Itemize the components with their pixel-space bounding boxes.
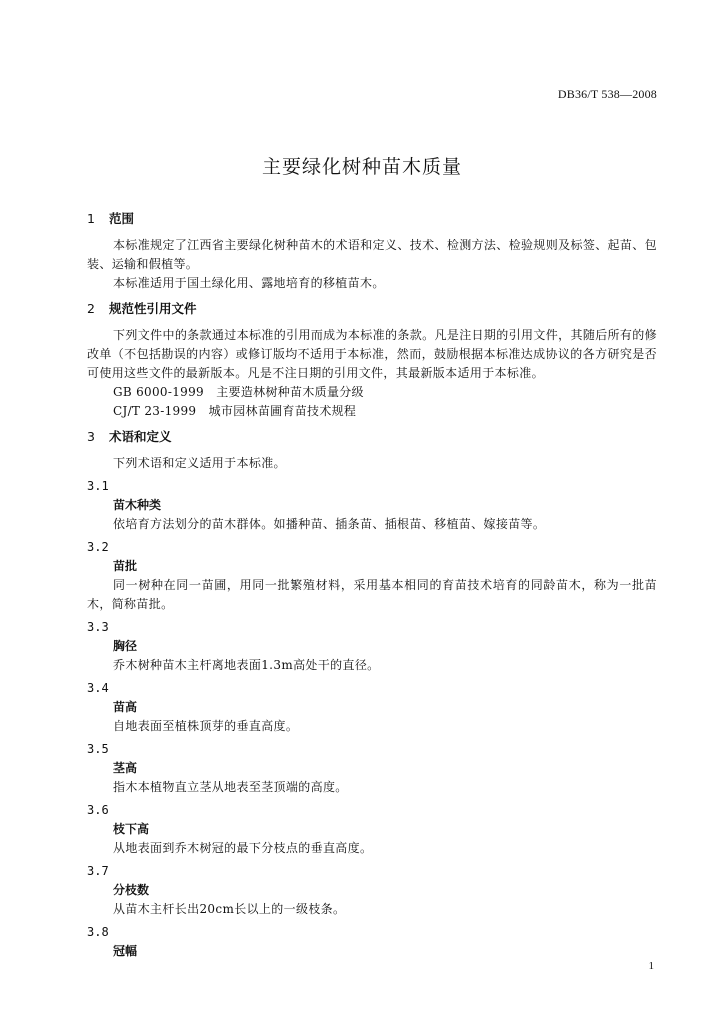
section-title: 规范性引用文件	[109, 301, 197, 316]
term-name: 苗批	[113, 559, 138, 573]
term-name: 冠幅	[113, 944, 138, 958]
term-number: 3.4	[87, 681, 109, 695]
term-entry	[87, 537, 657, 614]
term-name: 胸径	[113, 639, 138, 653]
term-entry	[87, 800, 657, 858]
term-number: 3.2	[87, 540, 109, 554]
term-number: 3.5	[87, 742, 109, 756]
document-body	[87, 203, 657, 961]
term-definition: 从地表面到乔木树冠的最下分枝点的垂直高度。	[113, 841, 373, 855]
reference-item-cjt23: CJ/T 23-1999 城市园林苗圃育苗技术规程	[113, 404, 357, 418]
term-definition: 从苗木主杆长出20cm长以上的一级枝条。	[113, 902, 346, 916]
section-title: 术语和定义	[109, 429, 172, 444]
term-definition: 自地表面至植株顶芽的垂直高度。	[113, 719, 299, 733]
scope-paragraph-2: 本标准适用于国土绿化用、露地培育的移植苗木。	[113, 276, 385, 290]
term-entry	[87, 476, 657, 534]
section-heading-terms	[87, 427, 657, 447]
term-name: 苗木种类	[113, 498, 162, 512]
section-number: 3	[87, 429, 95, 444]
reference-item-gb6000: GB 6000-1999 主要造林树种苗木质量分级	[113, 385, 364, 399]
term-definition: 同一树种在同一苗圃，用同一批繁殖材料，采用基本相同的育苗技术培育的同龄苗木，称为一批苗木，简称苗批。	[87, 578, 657, 611]
term-entry	[87, 678, 657, 736]
standard-number: DB36/T 538—2008	[557, 87, 657, 101]
term-name: 分枝数	[113, 883, 150, 897]
section-number: 2	[87, 301, 95, 316]
term-name: 茎高	[113, 761, 138, 775]
term-entry	[87, 922, 657, 961]
section-heading-normative-references	[87, 299, 657, 319]
term-entry	[87, 739, 657, 797]
term-definition: 依培育方法划分的苗木群体。如播种苗、插条苗、插根苗、移植苗、嫁接苗等。	[113, 517, 546, 531]
term-number: 3.6	[87, 803, 109, 817]
term-definition: 乔木树种苗木主杆离地表面1.3m高处干的直径。	[113, 658, 380, 672]
term-definition: 指木本植物直立茎从地表至茎顶端的高度。	[113, 780, 348, 794]
scope-paragraph-1: 本标准规定了江西省主要绿化树种苗木的术语和定义、技术、检测方法、检验规则及标签、起苗、包装、运输和假植等。	[87, 238, 657, 271]
term-number: 3.3	[87, 620, 109, 634]
term-name: 枝下高	[113, 822, 150, 836]
term-number: 3.8	[87, 925, 109, 939]
term-entry	[87, 617, 657, 675]
page-number: 1	[648, 960, 654, 972]
term-number: 3.7	[87, 864, 109, 878]
terms-intro: 下列术语和定义适用于本标准。	[113, 456, 286, 470]
term-name: 苗高	[113, 700, 138, 714]
section-heading-scope	[87, 209, 657, 229]
references-paragraph: 下列文件中的条款通过本标准的引用而成为本标准的条款。凡是注日期的引用文件，其随后所有的修改单（不包括勘误的内容）或修订版均不适用于本标准，然而，鼓励根据本标准达成协议的各方研究是否可使用这些文件的最新版本。凡是不注日期的引用文件，其最新版本适用于本标准。	[87, 328, 657, 380]
document-title: 主要绿化树种苗木质量	[261, 156, 462, 178]
section-title: 范围	[109, 211, 135, 226]
section-number: 1	[87, 211, 95, 226]
term-entry	[87, 861, 657, 919]
term-number: 3.1	[87, 479, 109, 493]
